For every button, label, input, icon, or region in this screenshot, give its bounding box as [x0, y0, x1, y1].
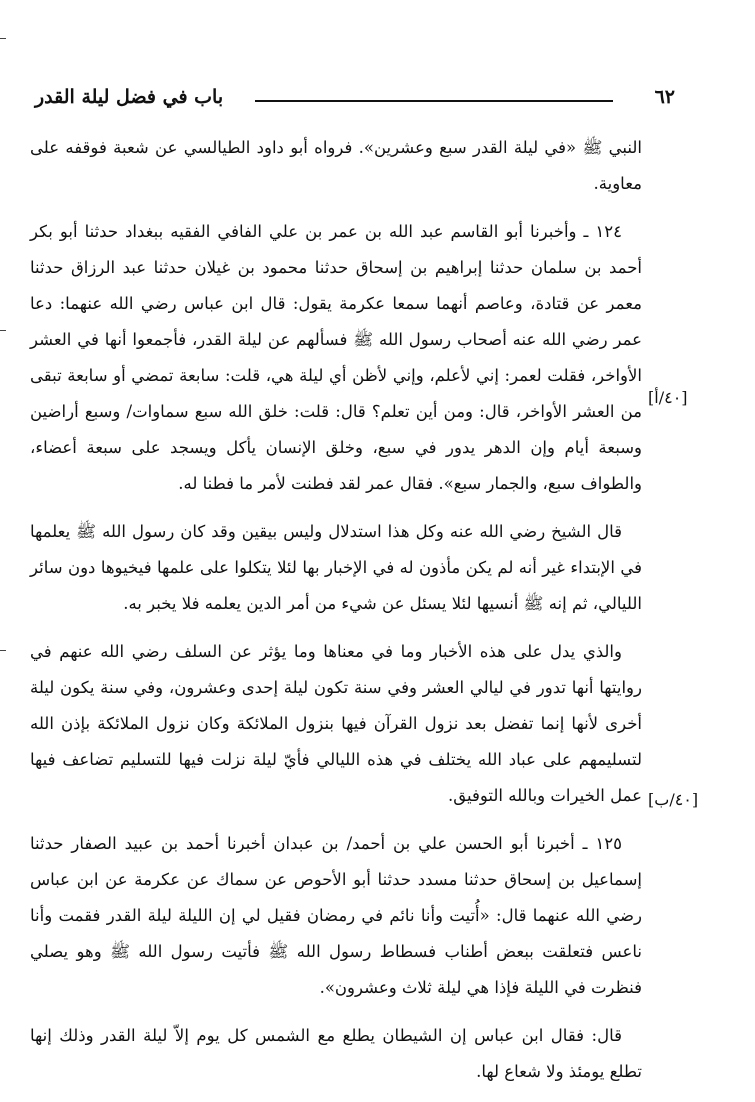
paragraph: قال: فقال ابن عباس إن الشيطان يطلع مع الشمس كل يوم إلاّ ليلة القدر وذلك إنها تطلع يومئذ ولا شعاع لها.: [30, 1026, 642, 1081]
paragraph-hadith-125: ١٢٥ ـ أخبرنا أبو الحسن علي بن أحمد/ بن عبدان أخبرنا أحمد بن عبيد الصفار حدثنا إسماعيل بن إسحاق حدثنا مسدد حدثنا أبو الأحوص عن سماك عن عكرمة عن ابن عباس رضي الله عنهما قال: «أُتيت وأنا نائم في رمضان فقيل لي إن الليلة ليلة القدر فقمت وأنا ناعس فتعلقت ببعض أطناب فسطاط رسول الله ﷺ فأتيت رسول الله ﷺ وهو يصلي فنظرت في الليلة فإذا هي ليلة ثلاث وعشرون».: [30, 834, 642, 997]
header-rule: [255, 100, 613, 102]
paragraph-hadith-124: ١٢٤ ـ وأخبرنا أبو القاسم عبد الله بن عمر بن علي الفافي الفقيه ببغداد حدثنا أبو بكر أحمد بن سلمان حدثنا إبراهيم بن إسحاق حدثنا محمود بن غيلان حدثنا عبد الرزاق حدثنا معمر عن قتادة، وعاصم أنهما سمعا عكرمة يقول: قال ابن عباس رضي الله عنهما: دعا عمر رضي الله عنه أصحاب رسول الله ﷺ فسألهم عن ليلة القدر، فأجمعوا أنها في العشر الأواخر، فقلت لعمر: إني لأعلم، وإني لأظن أي ليلة هي، قلت: سابعة تمضي أو سابعة تبقى من العشر الأواخر، قال: ومن أين تعلم؟ قال: قلت: خلق الله سبع سماوات/ وسبع أراضين وسبعة أيام وإن الدهر يدور في سبع، وخلق الإنسان يأكل ويسجد على سبعة أعضاء، والطواف سبع، والجمار سبع». فقال عمر لقد فطنت لأمر ما فطنا له.: [30, 222, 642, 493]
edge-mark: [0, 330, 6, 331]
main-text: [30, 130, 642, 1102]
paragraph: والذي يدل على هذه الأخبار وما في معناها وما يؤثر عن السلف رضي الله عنهم في روايتها أنها تدور في ليالي العشر وفي سنة تكون ليلة إحدى وعشرون، وفي سنة يكون ليلة أخرى لأنها إنما تفضل بعد نزول القرآن فيها بنزول الملائكة وكان نزول الملائكة بإذن الله لتسليمهم على عباد الله يختلف في هذه الليالي فأيّ ليلة نزلت فيها للتسليم تضاعف فيها عمل الخيرات وبالله التوفيق.: [30, 642, 642, 805]
edge-mark: [0, 650, 6, 651]
running-header: [35, 86, 675, 116]
edge-mark: [0, 38, 6, 39]
margin-marker-40b: [٤٠/ب]: [648, 790, 699, 809]
page-number: ٦٢: [654, 86, 675, 108]
paragraph: النبي ﷺ «في ليلة القدر سبع وعشرين». فرواه أبو داود الطيالسي عن شعبة فوقفه على معاوية.: [30, 138, 642, 193]
paragraph: قال الشيخ رضي الله عنه وكل هذا استدلال وليس بيقين وقد كان رسول الله ﷺ يعلمها في الإبتداء غير أنه لم يكن مأذون له في الإخبار بها لئلا يتكلوا على علمها فيخيوها دون سائر الليالي، ثم إنه ﷺ أنسيها لئلا يسئل عن شيء من أمر الدين يعلمه فلا يخبر به.: [30, 522, 642, 613]
chapter-title: باب في فضل ليلة القدر: [35, 86, 224, 108]
margin-marker-40a: [٤٠/أ]: [648, 388, 688, 407]
